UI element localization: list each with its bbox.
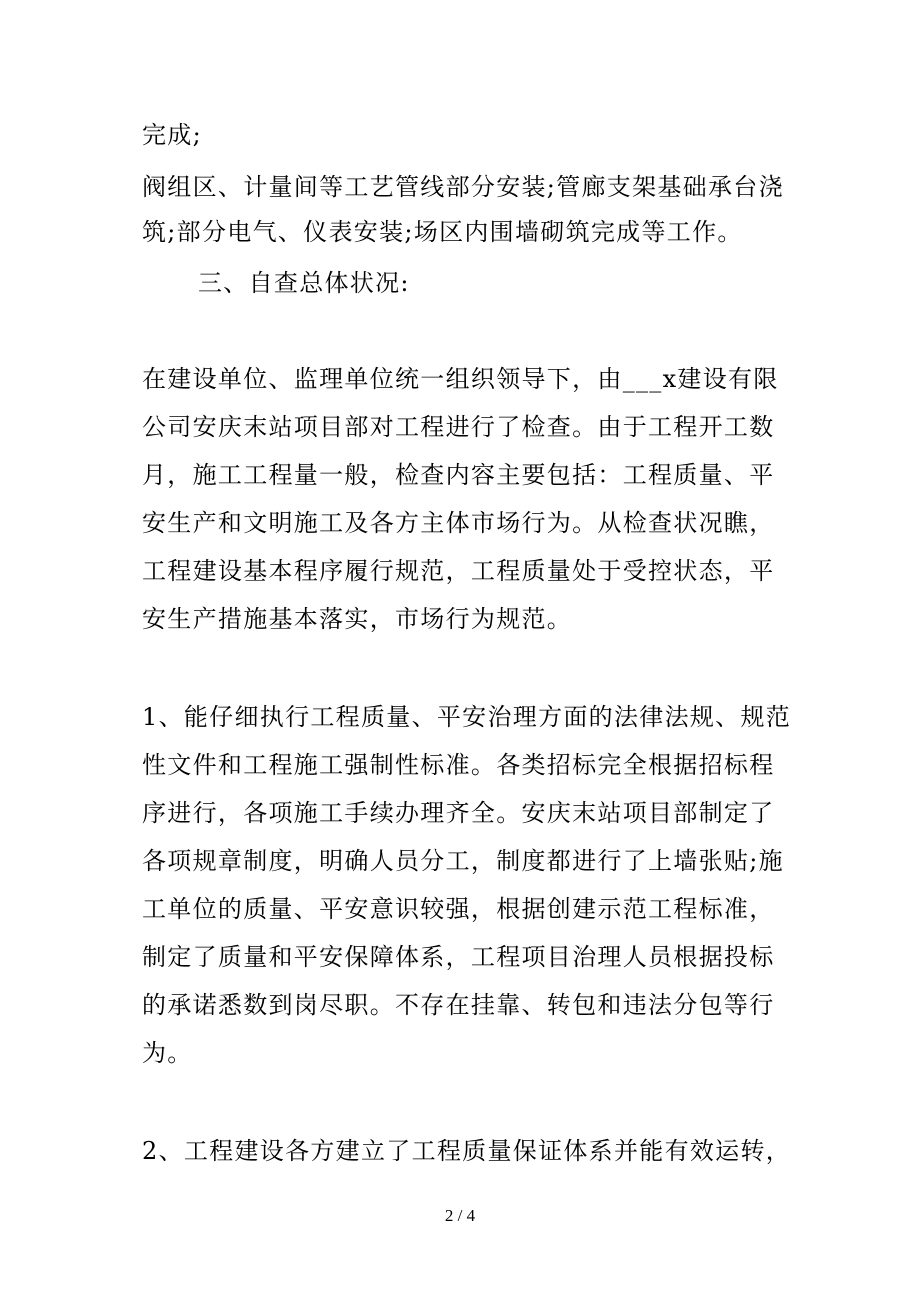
text-line: 阀组区、计量间等工艺管线部分安装;管廊支架基础承台浇 [142,173,784,201]
paragraph-line: 序进行，各项施工手续办理齐全。安庆末站项目部制定了 [142,799,775,827]
paragraph-line: 公司安庆末站项目部对工程进行了检查。由于工程开工数 [142,413,775,441]
paragraph-line: 安生产和文明施工及各方主体市场行为。从检查状况瞧， [142,509,775,537]
text-line: 筑;部分电气、仪表安装;场区内围墙砌筑完成等工作。 [142,218,743,246]
paragraph-line: 制定了质量和平安保障体系，工程项目治理人员根据投标 [142,943,775,971]
paragraph-line: 工单位的质量、平安意识较强，根据创建示范工程标准， [142,895,775,923]
paragraph-line: 性文件和工程施工强制性标准。各类招标完全根据招标程 [142,751,775,779]
paragraph-line: 各项规章制度，明确人员分工，制度都进行了上墙张贴;施 [142,847,784,875]
paragraph-line: 安生产措施基本落实，市场行为规范。 [142,605,573,633]
paragraph-line: 为。 [142,1039,193,1067]
text-line: 完成; [142,121,202,149]
paragraph-line: 月，施工工程量一般，检查内容主要包括：工程质量、平 [142,461,775,489]
paragraph-line: 2、工程建设各方建立了工程质量保证体系并能有效运转， [142,1137,792,1165]
paragraph-line: 工程建设基本程序履行规范，工程质量处于受控状态，平 [142,557,775,585]
paragraph-line: 在建设单位、监理单位统一组织领导下，由___x建设有限 [142,365,779,393]
paragraph-line: 1、能仔细执行工程质量、平安治理方面的法律法规、规范 [142,703,792,731]
page-number: 2 / 4 [444,1206,476,1225]
section-heading: 三、自查总体状况: [198,269,410,297]
paragraph-line: 的承诺悉数到岗尽职。不存在挂靠、转包和违法分包等行 [142,991,775,1019]
